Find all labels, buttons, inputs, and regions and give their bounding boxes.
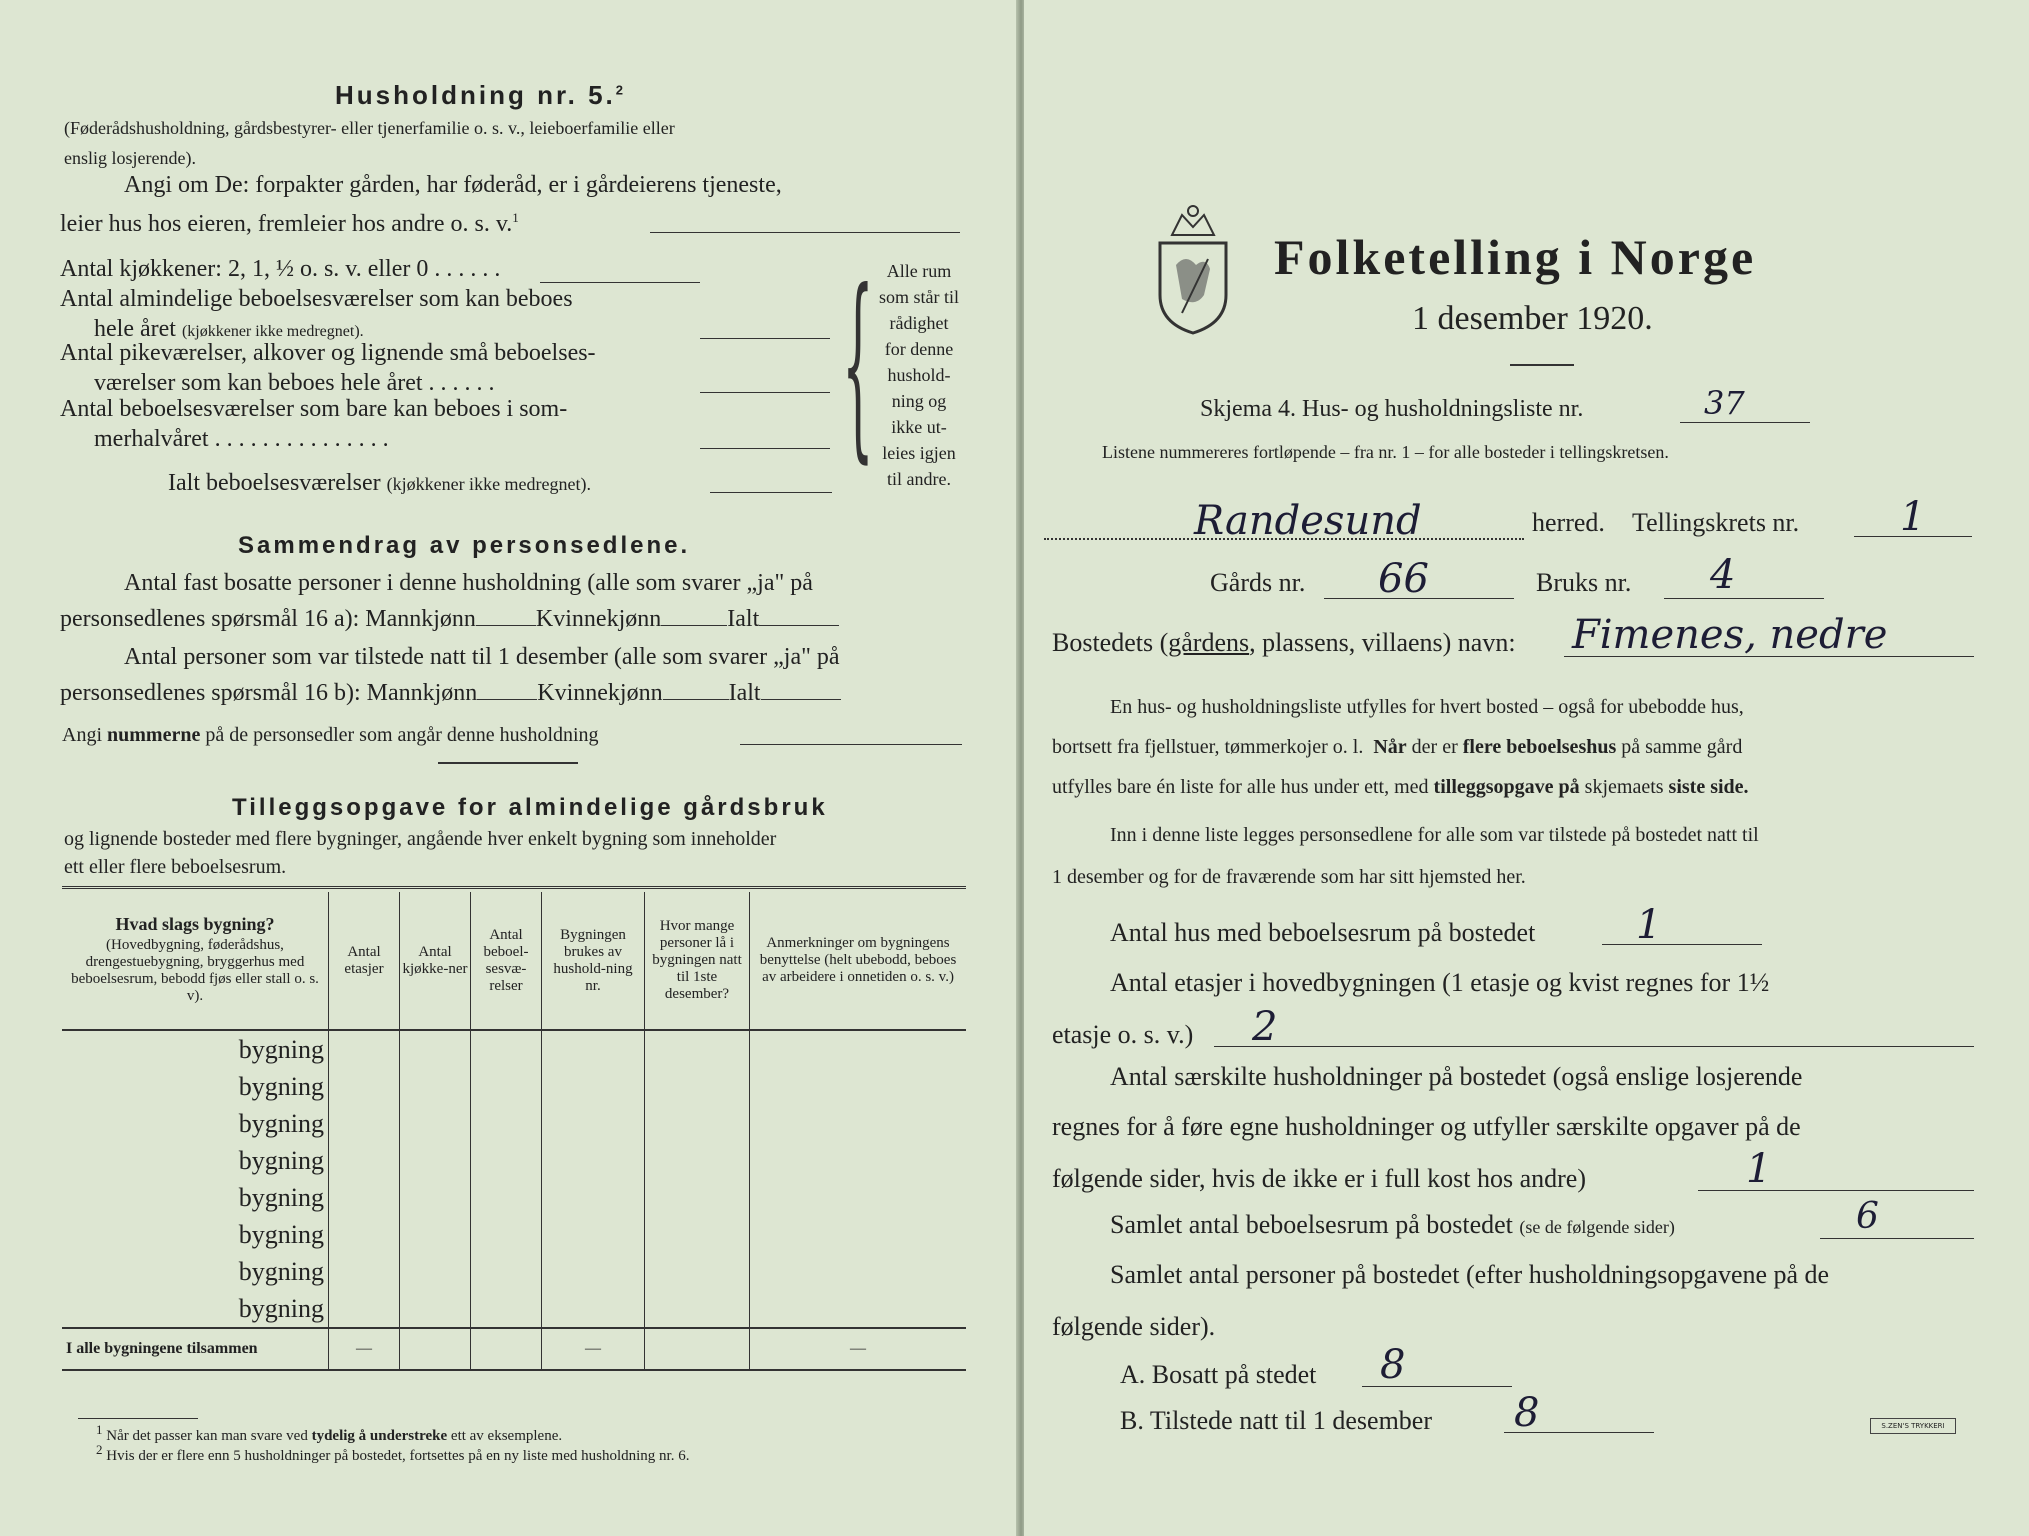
instr2-line-1: Inn i denne liste legges personsedlene for alle som var tilstede på bostedet natt til [1110,824,1759,846]
tellingskrets-value: 1 [1900,494,1926,540]
table-row [62,1216,966,1253]
angi-answer-line [650,232,960,233]
rooms-q4b: merhalvåret . . . . . . . . . . . . . . . [94,426,389,452]
husholdninger-line [1698,1190,1974,1191]
bosted-value: Fimenes, nedre [1572,612,1888,658]
gards-label: Gårds nr. [1210,568,1306,597]
footnote-rule [78,1418,198,1419]
herred-label: herred. [1532,508,1605,537]
husholdninger-line-2: regnes for å føre egne husholdninger og utfyller særskilte opgaver på de [1052,1112,1801,1141]
angi-nummerne-answer [740,744,962,745]
rooms-q4-answer [700,448,830,449]
gards-line [1324,598,1514,599]
husholdning-note-2: enslig losjerende). [64,148,196,168]
row-label: bygning [238,1034,324,1064]
row-label: bygning [238,1219,324,1249]
row-label: bygning [238,1256,324,1286]
row-label: bygning [238,1182,324,1212]
etasjer-line-1: Antal etasjer i hovedbygningen (1 etasje og kvist regnes for 1½ [1110,968,1770,997]
section-divider [438,762,578,764]
gards-value: 66 [1378,556,1429,602]
husholdninger-line-3: følgende sider, hvis de ikke er i full kost hos andre) [1052,1164,1586,1193]
norway-coat-of-arms-icon [1152,195,1234,335]
instr1-line-3: utfylles bare én liste for alle hus under ett, med tilleggsopgave på skjemaets siste side. [1052,776,1749,798]
title-divider [1510,364,1574,366]
table-row [62,1253,966,1290]
table-row [62,1179,966,1216]
tilstede-line [1504,1432,1654,1433]
tilstede-label: B. Tilstede natt til 1 desember [1120,1406,1432,1435]
sammendrag-1-line-1: Antal fast bosatte personer i denne husholdning (alle som svarer „ja" på [124,570,813,596]
tillegg-sub-2: ett eller flere beboelsesrum. [64,856,287,878]
sum-label: I alle bygningene tilsammen [62,1328,329,1370]
skjema-nr-line [1680,422,1810,423]
samlet-personer-line-2: følgende sider). [1052,1312,1216,1341]
col-header-anmerkninger: Anmerkninger om bygningens benyttelse (helt ubebodd, beboes av arbeidere i onnetiden o. s. v.) [750,892,967,1030]
etasjer-line [1214,1046,1974,1047]
table-top-rule [62,886,966,889]
row-label: bygning [238,1071,324,1101]
tillegg-title: Tilleggsopgave for almindelige gårdsbruk [232,794,828,821]
row-label: bygning [238,1145,324,1175]
right-page [1024,0,2029,1536]
etasjer-line-2: etasje o. s. v.) [1052,1020,1194,1049]
sammendrag-2-line-2: personsedlenes spørsmål 16 b): Mannkjønn Kvinnekjønn Ialt [60,680,841,707]
rooms-q3a: Antal pikeværelser, alkover og lignende små beboelses- [60,340,596,366]
bruks-line [1664,598,1824,599]
samlet-rum-line [1820,1238,1974,1239]
table-row [62,1290,966,1328]
col-header-kjokkener: Antal kjøkke-ner [400,892,471,1030]
angi-nummerne: Angi nummerne på de personsedler som angår denne husholdning [62,724,599,746]
sammendrag-1-line-2: personsedlenes spørsmål 16 a): Mannkjønn Kvinnekjønn Ialt [60,606,839,633]
brace-note: Alle rum som står til rådighet for denne hushold- ning og ikke ut- leies igjen til andre. [879,261,959,489]
rooms-q3-answer [700,392,830,393]
rooms-q3b: værelser som kan beboes hele året . . . . . . [94,370,495,396]
tilstede-value: 8 [1514,1390,1540,1436]
bosted-line [1564,656,1974,657]
bosatt-label: A. Bosatt på stedet [1120,1360,1317,1389]
tillegg-sub-1: og lignende bosteder med flere bygninger, angående hver enkelt bygning som inneholder [64,828,777,850]
instr1-line-1: En hus- og husholdningsliste utfylles for hvert bosted – også for ubebodde hus, [1110,696,1744,718]
rooms-q4a: Antal beboelsesværelser som bare kan beboes i som- [60,396,568,422]
bosatt-line [1362,1386,1512,1387]
instr1-line-2: bortsett fra fjellstuer, tømmerkojer o. l. Når der er flere beboelseshus på samme gård [1052,736,1743,758]
listene-note: Listene nummereres fortløpende – fra nr. 1 – for alle bosteder i tellingskretsen. [1102,442,1669,462]
rooms-q1-answer [540,282,700,283]
table-row [62,1142,966,1179]
bruks-value: 4 [1710,552,1736,598]
bygning-table [62,892,966,1371]
rooms-q2-answer [700,338,830,339]
husholdninger-line-1: Antal særskilte husholdninger på bostedet (også enslige losjerende [1110,1062,1803,1091]
rooms-q1: Antal kjøkkener: 2, 1, ½ o. s. v. eller 0 . . . . . . [60,256,501,282]
col-header-personer: Hvor mange personer lå i bygningen natt til 1ste desember? [645,892,750,1030]
rooms-q2b: hele året (kjøkkener ikke medregnet). [94,316,364,342]
brace-icon: { [842,248,874,481]
census-title: Folketelling i Norge [1274,229,1757,285]
sammendrag-title: Sammendrag av personsedlene. [238,532,691,559]
col-header-etasjer: Antal etasjer [329,892,400,1030]
rooms-total-answer [710,492,832,493]
tellingskrets-line [1854,536,1972,537]
rooms-q2a: Antal almindelige beboelsesværelser som kan beboes [60,286,573,312]
col-header-vaerelser: Antal beboel-sesvæ-relser [471,892,542,1030]
bosted-label: Bostedets (gårdens, plassens, villaens) navn: [1052,628,1516,657]
husholdning-note-1: (Føderådshusholdning, gårdsbestyrer- eller tjenerfamilie o. s. v., leieboerfamilie eller [64,118,675,138]
sammendrag-2-line-1: Antal personer som var tilstede natt til 1 desember (alle som svarer „ja" på [124,644,840,670]
row-label: bygning [238,1108,324,1138]
table-row [62,1030,966,1068]
col-header-husholdning: Bygningen brukes av hushold-ning nr. [542,892,645,1030]
skjema-label: Skjema 4. Hus- og husholdningsliste nr. [1200,396,1584,422]
tellingskrets-label: Tellingskrets nr. [1632,508,1800,537]
table-row [62,1105,966,1142]
table-row [62,1068,966,1105]
husholdning-title: Husholdning nr. 5.$^2$ [335,80,627,110]
instr2-line-2: 1 desember og for de fraværende som har sitt hjemsted her. [1052,866,1526,888]
angi-line-2: leier hus hos eieren, fremleier hos andre o. s. v.$^1$ [60,210,519,237]
census-date: 1 desember 1920. [1412,300,1653,337]
footnote-1: $^1$ Når det passer kan man svare ved tydelig å understreke ett av eksemplene. [96,1422,563,1444]
antal-hus-value: 1 [1636,902,1662,948]
printer-mark: S.ZEN'S TRYKKERI [1870,1418,1956,1434]
antal-hus-label: Antal hus med beboelsesrum på bostedet [1110,918,1536,947]
bruks-label: Bruks nr. [1536,568,1632,597]
sum-row: I alle bygningene tilsammen — — — [62,1328,966,1370]
husholdninger-value: 1 [1746,1146,1772,1192]
etasjer-value: 2 [1252,1004,1278,1050]
row-label: bygning [238,1293,324,1323]
samlet-rum-label: Samlet antal beboelsesrum på bostedet (se de følgende sider) [1110,1210,1675,1239]
skjema-nr: 37 [1704,384,1745,422]
col-header-type: Hvad slags bygning? (Hovedbygning, føderådshus, drengestuebygning, bryggerhus med beboelsesrum, bebodd fjøs eller stall o. s. v). [71,914,319,1004]
footnote-2: $^2$ Hvis der er flere enn 5 husholdninger på bostedet, fortsettes på en ny liste med husholdning nr. 6. [96,1442,690,1464]
antal-hus-line [1602,944,1762,945]
herred-value: Randesund [1194,498,1422,544]
samlet-rum-value: 6 [1856,1196,1879,1237]
bosatt-value: 8 [1380,1342,1406,1388]
samlet-personer-line-1: Samlet antal personer på bostedet (efter husholdningsopgavene på de [1110,1260,1830,1289]
angi-line-1: Angi om De: forpakter gården, har føderåd, er i gårdeierens tjeneste, [124,172,782,198]
rooms-total: Ialt beboelsesværelser (kjøkkener ikke medregnet). [168,470,592,496]
